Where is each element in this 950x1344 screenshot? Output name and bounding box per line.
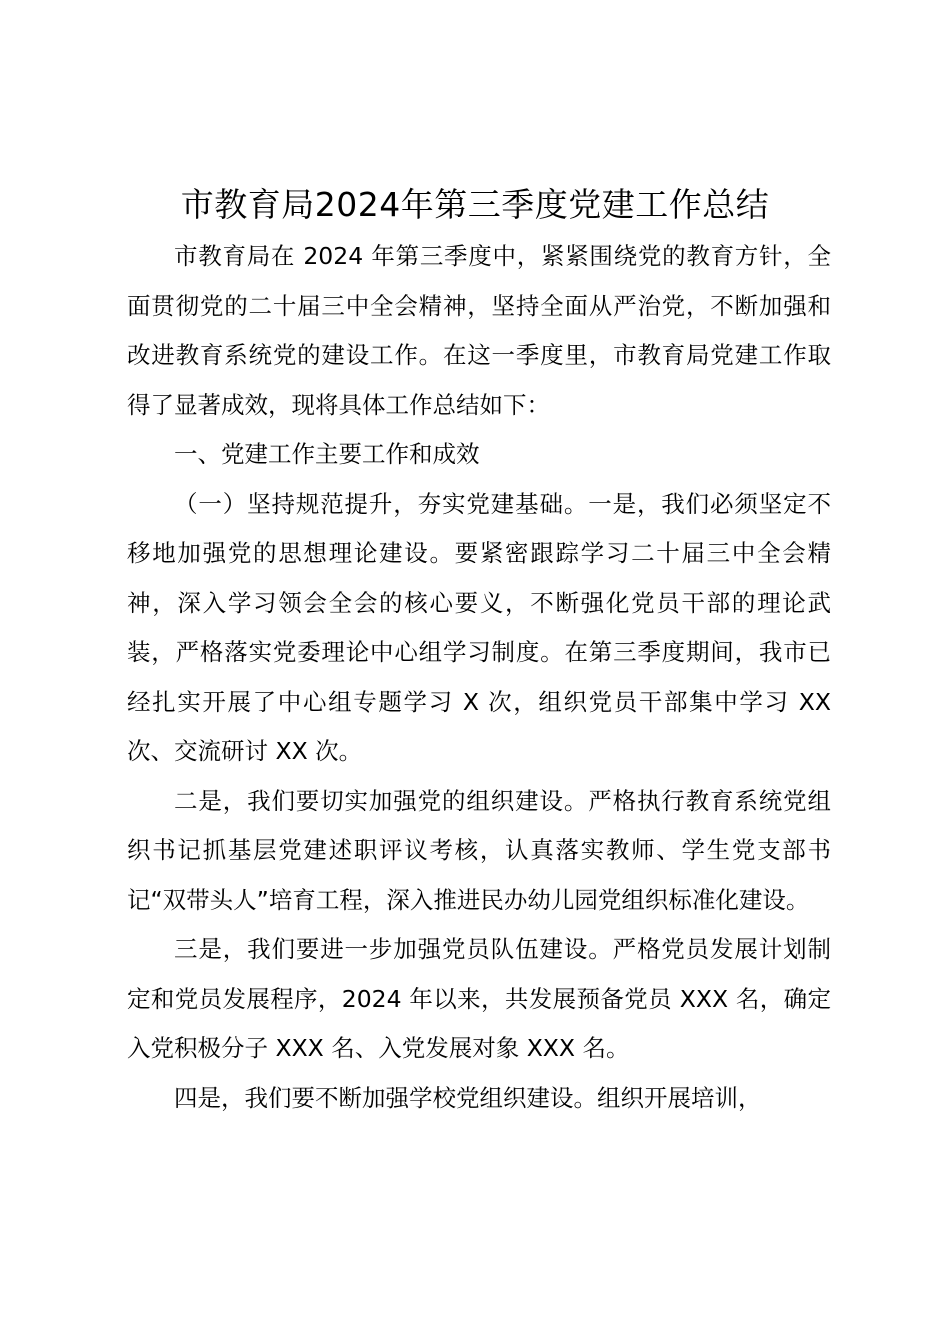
paragraph-point-4: 四是，我们要不断加强学校党组织建设。组织开展培训， — [174, 1083, 762, 1112]
document-title: 市教育局2024年第三季度党建工作总结 — [180, 185, 770, 224]
paragraph-point-3: 三是，我们要进一步加强党员队伍建设。严格党员发展计划制定和党员发展程序，2024 年以来，共发展预备党员 XXX 名，确定入党积极分子 XXX 名、入党发展对象 XXX 名。 — [127, 935, 831, 1062]
document-body — [127, 232, 831, 1123]
paragraph-subsection-1: （一）坚持规范提升，夯实党建基础。一是，我们必须坚定不移地加强党的思想理论建设。要紧密跟踪学习二十届三中全会精神，深入学习领会全会的核心要义，不断强化党员干部的理论武装，严格落实党委理论中心组学习制度。在第三季度期间，我市已经扎实开展了中心组专题学习 X 次，组织党员干部集中学习 XX 次、交流研讨 XX 次。 — [127, 489, 831, 765]
section-heading-1: 一、党建工作主要工作和成效 — [174, 440, 480, 468]
paragraph-point-2: 二是，我们要切实加强党的组织建设。严格执行教育系统党组织书记抓基层党建述职评议考核，认真落实教师、学生党支部书记“双带头人”培育工程，深入推进民办幼儿园党组织标准化建设。 — [127, 786, 831, 914]
paragraph-intro: 市教育局在 2024 年第三季度中，紧紧围绕党的教育方针，全面贯彻党的二十届三中全会精神，坚持全面从严治党，不断加强和改进教育系统党的建设工作。在这一季度里，市教育局党建工作取得了显著成效，现将具体工作总结如下： — [127, 242, 831, 419]
